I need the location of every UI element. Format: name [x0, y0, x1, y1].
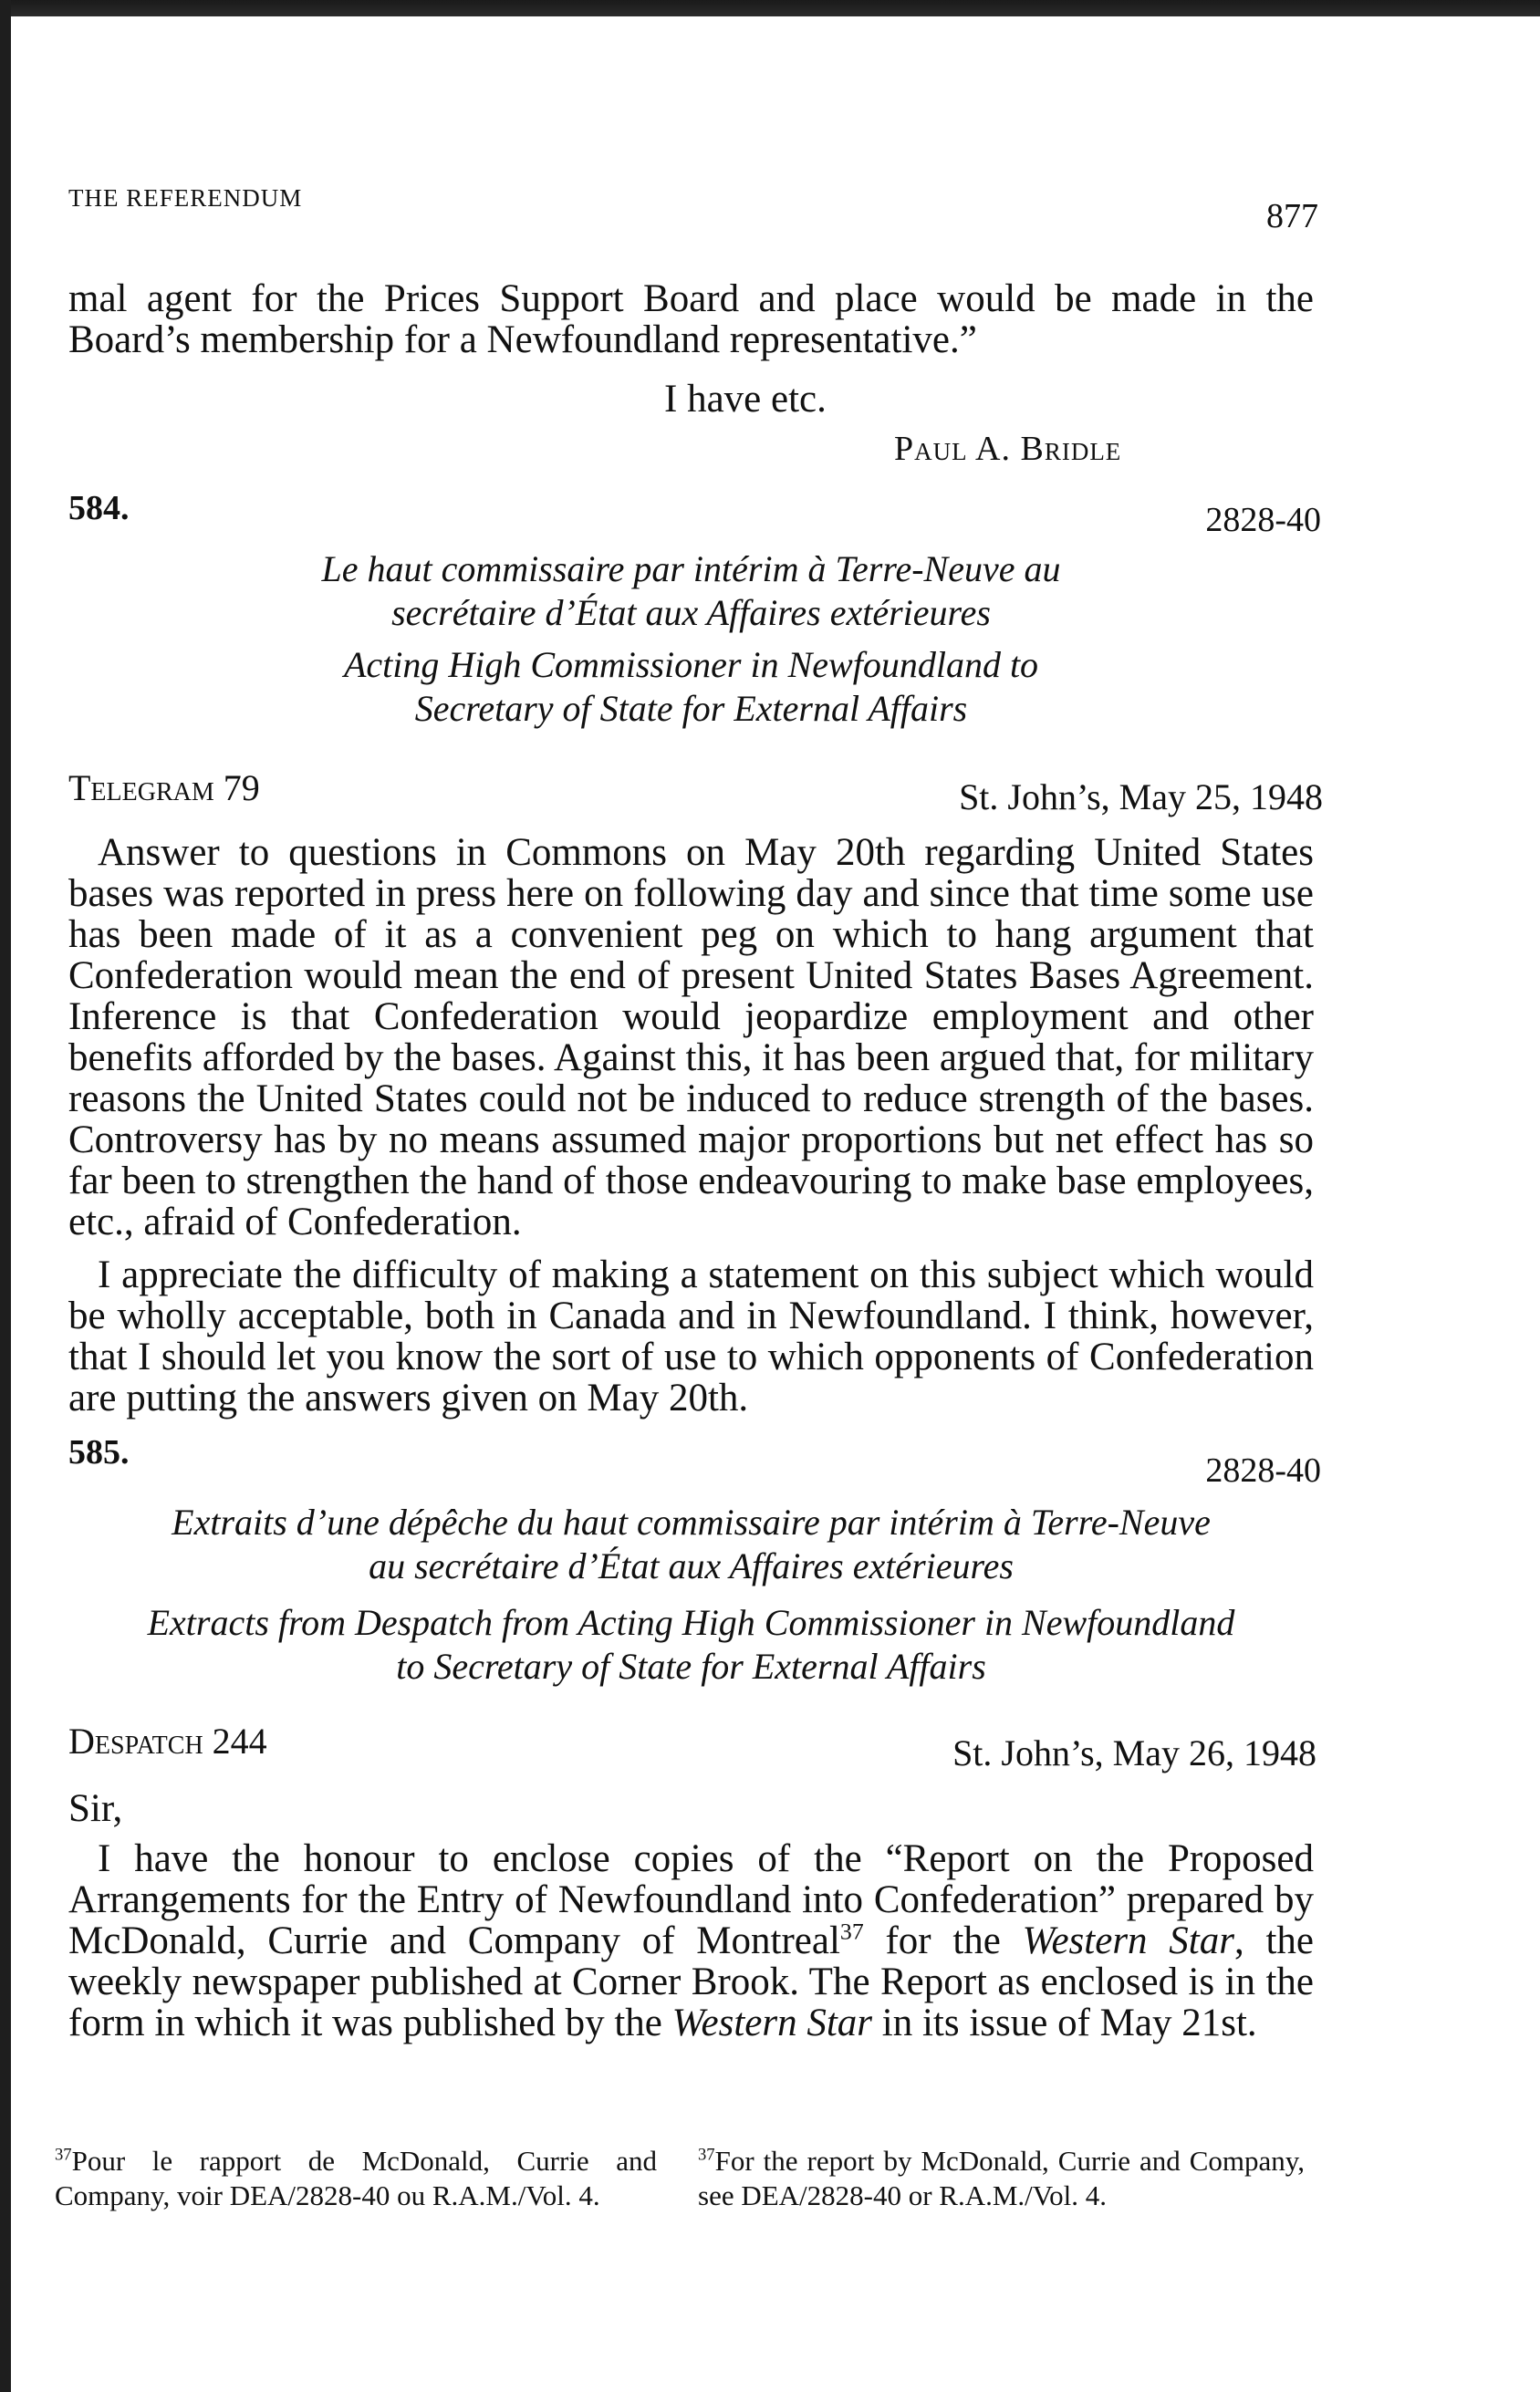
place-date-584: St. John’s, May 25, 1948	[959, 776, 1323, 817]
footnote-text: Pour le rapport de McDonald, Currie and Company, voir DEA/2828-40 ou R.A.M./Vol. 4.	[55, 2145, 657, 2211]
newspaper-title: Western Star	[1022, 1919, 1234, 1962]
title-en-line1: Acting High Commissioner in Newfoundland to	[343, 644, 1039, 685]
title-fr-585	[68, 1501, 1314, 1588]
para-text-3: , the weekly newspaper published at Corner Brook. The Report as enclosed is in the form in which it was published by the	[68, 1919, 1314, 2044]
newspaper-title: Western Star	[671, 2002, 873, 2044]
document-type-585: Despatch 244	[68, 1721, 267, 1762]
signature: Paul A. Bridle	[894, 430, 1122, 468]
footnote-mark: 37	[698, 2145, 715, 2165]
para-text-2: for the	[863, 1919, 1023, 1962]
title-fr-line2: au secrétaire d’État aux Affaires extérieures	[369, 1545, 1014, 1586]
page-number: 877	[1266, 197, 1318, 235]
para-text-1: I have the honour to enclose copies of the “Report on the Proposed Arrangements for the Entry of Newfoundland into Confederation” prepared by McDonald, Currie and Company of Montreal	[68, 1837, 1314, 1962]
place-date-585: St. John’s, May 26, 1948	[952, 1732, 1316, 1773]
document-number-584: 584.	[68, 489, 130, 527]
salutation: Sir,	[68, 1787, 123, 1830]
footnote-en	[698, 2144, 1305, 2213]
footnote-text: For the report by McDonald, Currie and Company, see DEA/2828-40 or R.A.M./Vol. 4.	[698, 2145, 1305, 2211]
document-type-584: Telegram 79	[68, 767, 260, 808]
file-reference-585: 2828-40	[1205, 1451, 1321, 1490]
footnote-reference: 37	[839, 1918, 864, 1945]
para-text-4: in its issue of May 21st.	[872, 2002, 1257, 2044]
scan-border-top	[0, 0, 1540, 16]
title-en-584	[68, 643, 1314, 731]
running-head: THE REFERENDUM	[68, 184, 303, 212]
title-fr-line2: secrétaire d’État aux Affaires extérieures	[391, 592, 991, 633]
paragraph-584-1: Answer to questions in Commons on May 20th regarding United States bases was reported in press here on following day and since that time some use has been made of it as a convenient peg on which to hang argument that Confederation would mean the end of present United States Bases Agreement. Inference is that Confederation would jeopardize employment and other benefits afforded by the bases. Against this, it has been argued that, for military reasons the United States could not be induced to reduce strength of the bases. Controversy has by no means assumed major proportions but net effect has so far been to strengthen the hand of those endeavouring to make base employees, etc., afraid of Confederation.	[68, 831, 1314, 1243]
footnote-mark: 37	[55, 2145, 72, 2165]
title-en-line2: Secretary of State for External Affairs	[414, 688, 968, 729]
title-en-line2: to Secretary of State for External Affairs	[396, 1646, 986, 1687]
title-fr-line1: Le haut commissaire par intérim à Terre-Neuve au	[321, 548, 1061, 589]
title-fr-line1: Extraits d’une dépêche du haut commissaire par intérim à Terre-Neuve	[172, 1502, 1211, 1543]
file-reference-584: 2828-40	[1205, 501, 1321, 539]
footnote-fr	[55, 2144, 657, 2213]
closing-line: I have etc.	[664, 378, 827, 421]
continuation-paragraph: mal agent for the Prices Support Board and place would be made in the Board’s membership for a Newfoundland representative.”	[68, 277, 1314, 361]
title-en-585	[68, 1601, 1314, 1689]
paragraph-584-2: I appreciate the difficulty of making a statement on this subject which would be wholly acceptable, both in Canada and in Newfoundland. I think, however, that I should let you know the sort of use to which opponents of Confederation are putting the answers given on May 20th.	[68, 1253, 1314, 1420]
title-fr-584	[68, 547, 1314, 635]
scan-border-left	[0, 0, 11, 2392]
title-en-line1: Extracts from Despatch from Acting High Commissioner in Newfoundland	[147, 1602, 1235, 1643]
paragraph-585-1	[68, 1838, 1314, 2044]
document-number-585: 585.	[68, 1433, 130, 1472]
